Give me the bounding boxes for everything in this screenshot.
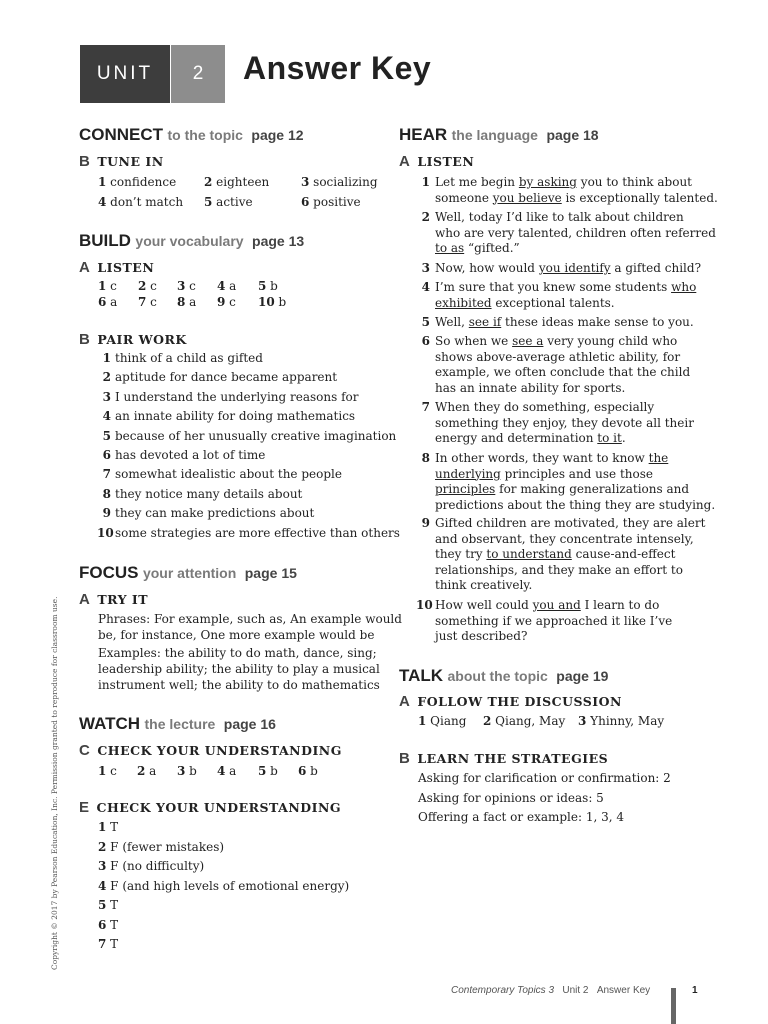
text-line: Asking for opinions or ideas: 5	[418, 790, 604, 805]
text-line: How well could you and I learn to do	[435, 598, 660, 612]
list-item-number: 9	[421, 516, 430, 530]
footer-text: Contemporary Topics 3 Unit 2 Answer Key	[451, 985, 651, 996]
focus-heading: FOCUS your attention page 15	[79, 563, 297, 582]
focus-a-heading: A TRY IT	[79, 591, 149, 608]
list-item-number: 10	[97, 525, 114, 540]
list-item: 2 eighteen	[204, 175, 270, 189]
list-item-number: 1	[421, 175, 430, 189]
list-item: 6 a	[98, 295, 118, 309]
list-item: has devoted a lot of time	[115, 448, 266, 462]
text-line: something they enjoy, they devote all their	[435, 415, 694, 430]
list-item: some strategies are more effective than others	[115, 525, 400, 540]
text-line: be, for instance, One more example would be	[98, 628, 375, 642]
text-line: Well, see if these ideas make sense to you.	[435, 315, 694, 329]
list-item: they notice many details about	[115, 486, 303, 501]
list-item: 2 a	[137, 764, 157, 778]
list-item: 3 F (no difficulty)	[98, 859, 205, 873]
list-item: 4 don’t match	[98, 195, 184, 209]
connect-b-heading: B TUNE IN	[79, 153, 164, 170]
list-item: 6 b	[298, 764, 318, 778]
text-line: energy and determination to it.	[435, 431, 626, 445]
footer-divider	[671, 988, 676, 1024]
list-item: 5 b	[258, 764, 278, 778]
unit-number: 2	[171, 45, 225, 103]
talk-a-heading: A FOLLOW THE DISCUSSION	[399, 693, 622, 710]
build-heading: BUILD your vocabulary page 13	[79, 231, 305, 250]
text-line: example, we often conclude that the child	[435, 365, 691, 379]
unit-label: UNIT	[80, 45, 170, 103]
list-item: 7 T	[98, 937, 119, 951]
list-item-number: 3	[421, 261, 430, 275]
connect-heading: CONNECT to the topic page 12	[79, 125, 304, 144]
text-line: think creatively.	[435, 578, 533, 592]
page-number: 1	[692, 985, 698, 996]
list-item-number: 5	[102, 428, 111, 443]
list-item: 7 c	[138, 295, 157, 309]
list-item-number: 4	[421, 280, 430, 294]
list-item: 5 T	[98, 898, 119, 912]
list-item: 6 positive	[301, 195, 361, 209]
list-item: 5 active	[204, 195, 253, 209]
text-line: Let me begin by asking you to think about	[435, 175, 693, 189]
build-b-heading: B PAIR WORK	[79, 331, 187, 348]
text-line: they try to understand cause-and-effect	[435, 547, 676, 561]
hear-heading: HEAR the language page 18	[399, 125, 599, 144]
list-item: 2 c	[138, 279, 157, 293]
list-item-number: 8	[102, 486, 111, 501]
text-line: Gifted children are motivated, they are alert	[435, 516, 706, 530]
list-item: 1 T	[98, 820, 119, 834]
text-line: who are very talented, children often referred	[435, 225, 716, 240]
text-line: So when we see a very young child who	[435, 334, 678, 348]
list-item: 4 F (and high levels of emotional energy)	[98, 878, 350, 893]
list-item: 6 T	[98, 917, 119, 932]
list-item: 1 confidence	[98, 175, 177, 189]
watch-c-heading: C CHECK YOUR UNDERSTANDING	[79, 742, 342, 759]
list-item: somewhat idealistic about the people	[115, 467, 342, 482]
talk-heading: TALK about the topic page 19	[399, 666, 609, 685]
text-line: leadership ability; the ability to play a musical	[98, 662, 380, 676]
list-item: because of her unusually creative imagination	[115, 428, 397, 443]
list-item: 1 c	[98, 279, 117, 293]
text-line: just described?	[435, 629, 528, 643]
list-item-number: 4	[102, 409, 111, 424]
list-item-number: 2	[421, 210, 430, 224]
watch-e-heading: E CHECK YOUR UNDERSTANDING	[79, 799, 342, 816]
list-item: 1 c	[98, 764, 117, 778]
list-item: 3 c	[177, 279, 196, 293]
list-item: 8 a	[177, 295, 197, 309]
talk-b-heading: B LEARN THE STRATEGIES	[399, 750, 609, 767]
list-item: 4 a	[217, 279, 237, 293]
text-line: I’m sure that you knew some students who	[435, 280, 697, 294]
text-line: principles for making generalizations and	[435, 482, 690, 496]
list-item: 2 F (fewer mistakes)	[98, 839, 225, 854]
list-item-number: 10	[416, 598, 433, 612]
text-line: In other words, they want to know the	[435, 451, 669, 465]
list-item: 9 c	[217, 295, 236, 309]
text-line: instrument well; the ability to do mathematics	[98, 678, 380, 692]
list-item: think of a child as gifted	[115, 351, 263, 365]
copyright-notice: Copyright © 2017 by Pearson Education, Inc. Permission granted to reproduce for classroom use.	[50, 596, 59, 970]
list-item-number: 1	[102, 351, 111, 365]
list-item-number: 6	[421, 334, 430, 348]
text-line: Well, today I’d like to talk about children	[435, 210, 684, 224]
text-line: has an innate ability for sports.	[435, 380, 626, 395]
text-line: to as “gifted.”	[435, 241, 520, 255]
list-item-number: 2	[102, 370, 111, 385]
list-item-number: 3	[102, 389, 111, 404]
text-line: underlying principles and use those	[435, 466, 654, 481]
build-a-heading: A LISTEN	[79, 259, 155, 276]
list-item: aptitude for dance became apparent	[115, 370, 338, 385]
text-line: shows above-average athletic ability, for	[435, 349, 681, 364]
list-item: 3 Yhinny, May	[578, 714, 665, 728]
text-line: Offering a fact or example: 1, 3, 4	[418, 810, 625, 824]
text-line: relationships, and they make an effort to	[435, 562, 683, 577]
text-line: Asking for clarification or confirmation: 2	[418, 771, 671, 785]
list-item: an innate ability for doing mathematics	[115, 409, 356, 424]
list-item-number: 7	[421, 400, 430, 414]
hear-a-heading: A LISTEN	[399, 153, 475, 170]
text-line: Phrases: For example, such as, An example would	[98, 612, 402, 626]
text-line: predictions about the thing they are studying.	[435, 497, 716, 512]
watch-heading: WATCH the lecture page 16	[79, 714, 276, 733]
list-item: 5 b	[258, 279, 278, 293]
list-item: 1 Qiang	[418, 714, 467, 728]
list-item: 3 b	[177, 764, 197, 778]
text-line: something if we approached it like I’ve	[435, 613, 673, 628]
page-title: Answer Key	[243, 50, 432, 86]
list-item-number: 6	[102, 448, 111, 462]
list-item: 2 Qiang, May	[483, 714, 566, 728]
text-line: someone you believe is exceptionally talented.	[435, 190, 718, 205]
list-item: I understand the underlying reasons for	[115, 389, 359, 404]
list-item: 4 a	[217, 764, 237, 778]
text-line: and observant, they concentrate intensely,	[435, 531, 694, 546]
text-line: Now, how would you identify a gifted child?	[435, 261, 701, 275]
text-line: exhibited exceptional talents.	[435, 295, 615, 310]
list-item: 3 socializing	[301, 175, 378, 189]
list-item-number: 8	[421, 451, 430, 465]
list-item-number: 9	[102, 506, 111, 521]
list-item: 10 b	[258, 295, 287, 309]
text-line: When they do something, especially	[435, 400, 655, 414]
list-item-number: 7	[102, 467, 111, 482]
list-item: they can make predictions about	[115, 506, 315, 521]
list-item-number: 5	[421, 315, 430, 329]
text-line: Examples: the ability to do math, dance, sing;	[98, 646, 377, 660]
